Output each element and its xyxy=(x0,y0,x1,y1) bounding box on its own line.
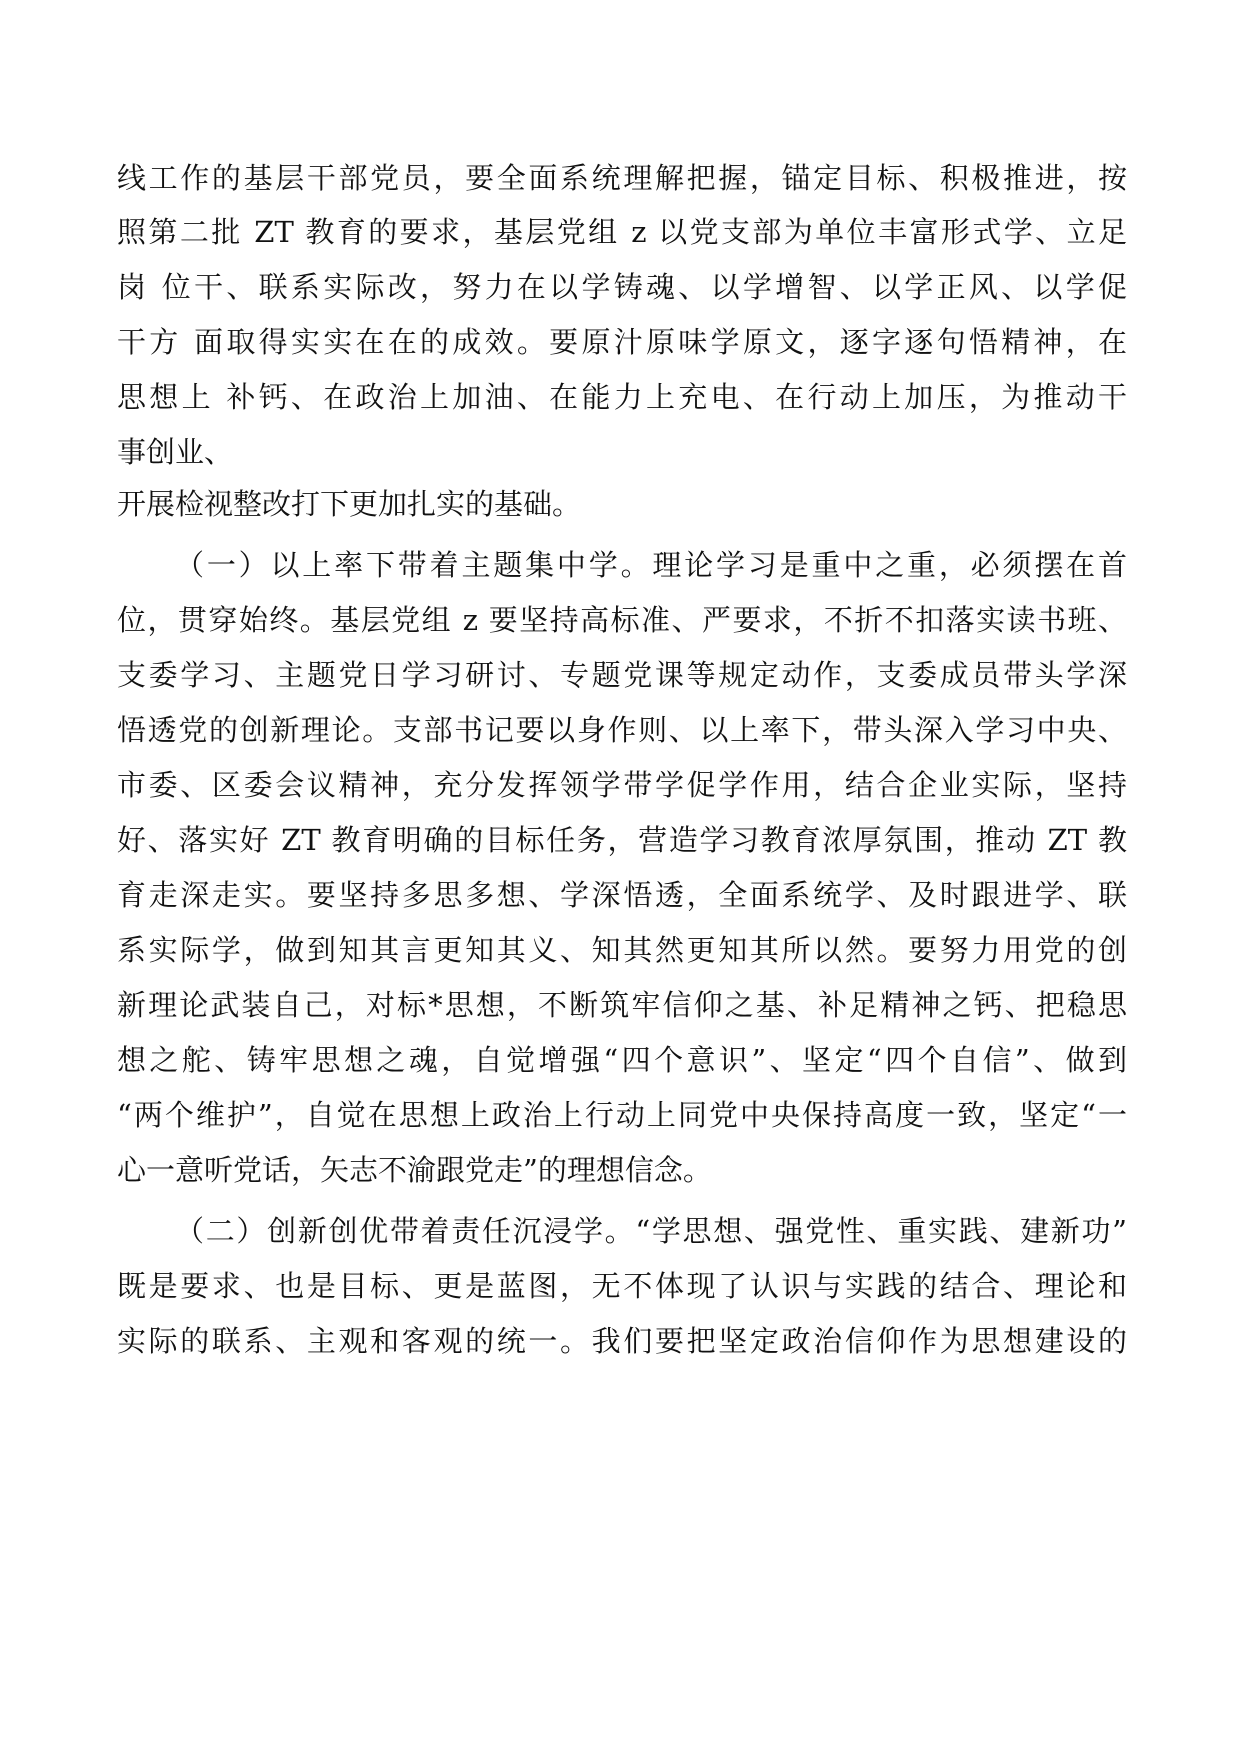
text-line: 好、落实好 ZT 教育明确的目标任务，营造学习教育浓厚氛围，推动 ZT 教 xyxy=(117,823,1127,857)
text-line: 干方 面取得实实在在的成效。要原汁原味学原文，逐字逐句悟精神，在 xyxy=(117,325,1127,359)
text-line: 思想上 补钙、在政治上加油、在能力上充电、在行动上加压，为推动干 xyxy=(117,380,1127,414)
text-line: “两个维护”，自觉在思想上政治上行动上同党中央保持高度一致，坚定“一 xyxy=(117,1098,1127,1132)
text-line: 开展检视整改打下更加扎实的基础。 xyxy=(117,487,582,521)
text-line: 系实际学，做到知其言更知其义、知其然更知其所以然。要努力用党的创 xyxy=(117,933,1127,967)
text-line: （一）以上率下带着主题集中学。理论学习是重中之重，必须摆在首 xyxy=(175,548,1127,582)
text-line: 事创业、 xyxy=(117,435,234,469)
text-line: 线工作的基层干部党员，要全面系统理解把握，锚定目标、积极推进，按 xyxy=(117,161,1127,195)
text-line: 想之舵、铸牢思想之魂，自觉增强“四个意识”、坚定“四个自信”、做到 xyxy=(117,1043,1127,1077)
text-line: 支委学习、主题党日学习研讨、专题党课等规定动作，支委成员带头学深 xyxy=(117,658,1127,692)
text-line: （二）创新创优带着责任沉浸学。“学思想、强党性、重实践、建新功” xyxy=(175,1214,1127,1248)
text-line: 市委、区委会议精神，充分发挥领学带学促学作用，结合企业实际，坚持 xyxy=(117,768,1127,802)
text-line: 悟透党的创新理论。支部书记要以身作则、以上率下，带头深入学习中央、 xyxy=(117,713,1127,747)
text-line: 新理论武装自己，对标*思想，不断筑牢信仰之基、补足精神之钙、把稳思 xyxy=(117,988,1127,1022)
text-line: 育走深走实。要坚持多思多想、学深悟透，全面系统学、及时跟进学、联 xyxy=(117,878,1127,912)
text-line: 既是要求、也是目标、更是蓝图，无不体现了认识与实践的结合、理论和 xyxy=(117,1269,1127,1303)
text-line: 位，贯穿始终。基层党组 z 要坚持高标准、严要求，不折不扣落实读书班、 xyxy=(117,603,1127,637)
text-line: 心一意听党话，矢志不渝跟党走”的理想信念。 xyxy=(117,1153,712,1187)
text-line: 照第二批 ZT 教育的要求，基层党组 z 以党支部为单位丰富形式学、立足 xyxy=(117,215,1127,249)
text-line: 实际的联系、主观和客观的统一。我们要把坚定政治信仰作为思想建设的 xyxy=(117,1324,1127,1358)
text-line: 岗 位干、联系实际改，努力在以学铸魂、以学增智、以学正风、以学促 xyxy=(117,270,1127,304)
